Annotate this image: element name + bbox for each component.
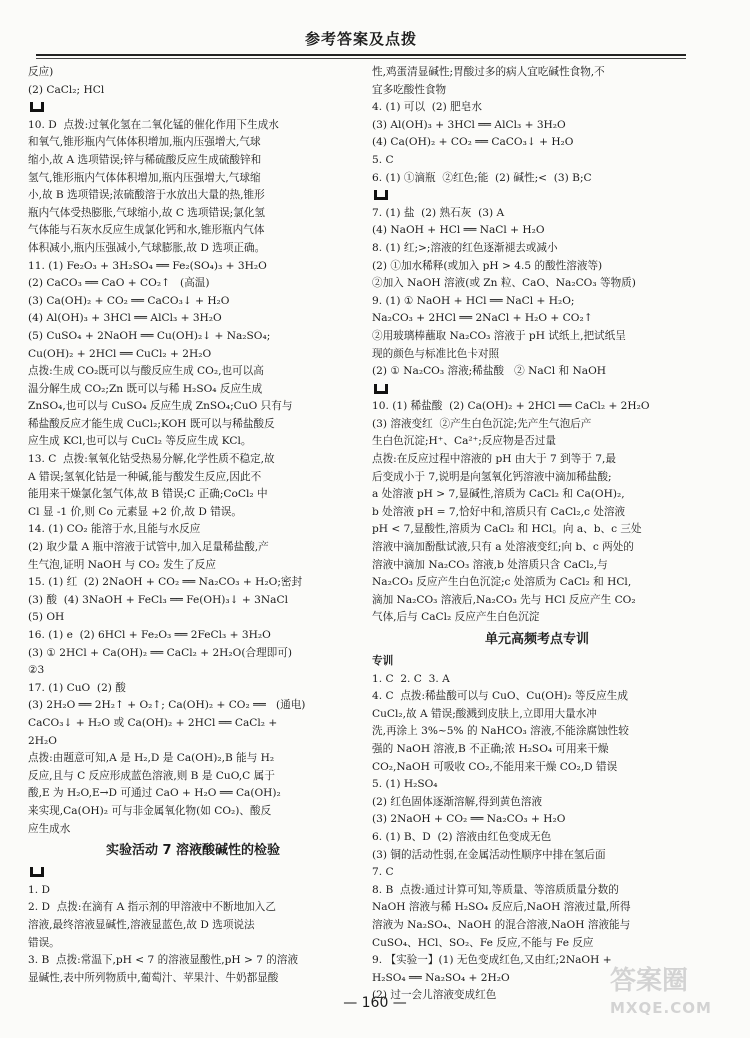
answer-line: 反应,且与 C 反应形成蓝色溶液,则 B 是 CuO,C 属于 xyxy=(28,769,275,782)
answer-line: 酸,E 为 H₂O,E→D 可通过 CaO + H₂O ══ Ca(OH)₂ xyxy=(28,787,281,800)
answer-line: 应生成水 xyxy=(28,822,71,835)
answer-line: 10. D 点拨:过氧化氢在二氧化锰的催化作用下生成水 xyxy=(28,118,279,131)
answer-line: 15. (1) 红 (2) 2NaOH + CO₂ ══ Na₂CO₃ + H₂O;密封 xyxy=(28,576,303,589)
answer-line: pH < 7,显酸性,溶质为 CaCl₂ 和 HCl。向 a、b、c 三处 xyxy=(372,523,642,536)
answer-line: 1. D xyxy=(28,883,50,896)
answer-line: 13. C 点拨:氧氧化钴受热易分解,化学性质不稳定,故 xyxy=(28,453,275,466)
answer-line: 滴加 Na₂CO₃ 溶液后,Na₂CO₃ 先与 HCl 反应产生 CO₂ xyxy=(372,593,636,606)
answer-line: 能用来干燥氯化氢气体,故 B 错误;C 正确;CoCl₂ 中 xyxy=(28,488,268,501)
answer-line: 强的 NaOH 溶液,B 不正确;浓 H₂SO₄ 可用来干燥 xyxy=(372,742,609,755)
section-title: 单元高频考点专训 xyxy=(484,632,589,647)
section-title: 实验活动 7 溶液酸碱性的检验 xyxy=(105,843,281,859)
answer-line: (3) Ca(OH)₂ + CO₂ ══ CaCO₃↓ + H₂O xyxy=(28,294,230,307)
answer-line: CO₂,NaOH 可吸收 CO₂,不能用来干燥 CO₂,D 错误 xyxy=(372,760,618,773)
answer-line: 4. C 点拨:稀盐酸可以与 CuO、Cu(OH)₂ 等反应生成 xyxy=(372,690,628,703)
answer-line: (2) CaCl₂; HCl xyxy=(28,83,105,96)
answer-line: (3) 铜的活动性弱,在金属活动性顺序中排在氢后面 xyxy=(372,848,606,861)
watermark xyxy=(610,964,740,1028)
answer-line: 4. (1) 可以 (2) 肥皂水 xyxy=(372,101,482,114)
answer-line: 1. C 2. C 3. A xyxy=(372,672,450,685)
answer-line: (3) Al(OH)₃ + 3HCl ══ AlCl₃ + 3H₂O xyxy=(372,118,566,131)
answer-line: Na₂CO₃ + 2HCl ══ 2NaCl + H₂O + CO₂↑ xyxy=(372,312,593,325)
answer-line: Na₂CO₃ 反应产生白色沉淀;c 处溶质为 CaCl₂ 和 HCl, xyxy=(372,576,632,589)
answer-line: Cl 显 -1 价,则 Co 元素显 +2 价,故 D 错误。 xyxy=(28,505,242,518)
answer-line: ZnSO₄,也可以与 CuSO₄ 反应生成 ZnSO₄;CuO 只有与 xyxy=(28,400,293,413)
header-rule xyxy=(36,58,686,59)
answer-line: 7. (1) 盐 (2) 熟石灰 (3) A xyxy=(372,206,505,219)
answer-line: 后变成小于 7,说明是向氢氧化钙溶液中滴加稀盐酸; xyxy=(372,470,612,483)
watermark-url: MXQE.COM xyxy=(610,999,712,1017)
answer-line: 现的颜色与标准比色卡对照 xyxy=(372,347,500,360)
answer-line: CaCO₃↓ + H₂O 或 Ca(OH)₂ + 2HCl ══ CaCl₂ + xyxy=(28,716,278,729)
answer-line: 8. B 点拨:通过计算可知,等质量、等溶质质量分数的 xyxy=(372,883,619,896)
answer-line: 溶液为 Na₂SO₄、NaOH 的混合溶液,NaOH 溶液能与 xyxy=(372,918,631,931)
answer-line: 10. (1) 稀盐酸 (2) Ca(OH)₂ + 2HCl ══ CaCl₂ + 2H₂O xyxy=(372,400,650,413)
answer-line: (3) ① 2HCl + Ca(OH)₂ ══ CaCl₂ + 2H₂O(合理即可) xyxy=(28,646,292,659)
answer-line: 5. (1) H₂SO₄ xyxy=(372,778,438,791)
answer-line: (3) 酸 (4) 3NaOH + FeCl₃ ══ Fe(OH)₃↓ + 3NaCl xyxy=(28,593,288,606)
answer-line: b 处溶液 pH = 7,恰好中和,溶质只有 CaCl₂,c 处溶液 xyxy=(372,505,626,518)
answer-line: (3) 2H₂O ══ 2H₂↑ + O₂↑; Ca(OH)₂ + CO₂ ══ (通电) xyxy=(28,699,306,712)
answer-line: 17. (1) CuO (2) 酸 xyxy=(28,681,126,694)
level-mark-icon xyxy=(30,102,44,112)
answer-line: 11. (1) Fe₂O₃ + 3H₂SO₄ ══ Fe₂(SO₄)₃ + 3H₂O xyxy=(28,259,267,272)
level-mark-icon xyxy=(374,384,388,394)
answer-line: H₂SO₄ ══ Na₂SO₄ + 2H₂O xyxy=(372,971,510,984)
answer-line: 溶液,最终溶液显碱性,溶液显蓝色,故 D 选项说法 xyxy=(28,918,255,931)
answer-line: (2) 红色固体逐渐溶解,得到黄色溶液 xyxy=(372,795,543,808)
answer-line: (5) CuSO₄ + 2NaOH ══ Cu(OH)₂↓ + Na₂SO₄; xyxy=(28,329,271,342)
answer-line: (3) 溶液变红 ②产生白色沉淀;先产生气泡后产 xyxy=(372,417,592,430)
answer-line: 8. (1) 红;>;溶液的红色逐渐褪去或减小 xyxy=(372,241,558,254)
answer-line: 性,鸡蛋清显碱性;胃酸过多的病人宜吃碱性食物,不 xyxy=(372,66,605,78)
answer-line: CuSO₄、HCl、SO₂、Fe 反应,不能与 Fe 反应 xyxy=(372,936,594,949)
answer-line: 6. (1) B、D (2) 溶液由红色变成无色 xyxy=(372,830,552,843)
answer-line: 14. (1) CO₂ 能溶于水,且能与水反应 xyxy=(28,523,201,536)
level-mark xyxy=(28,99,358,117)
answer-line: (3) 2NaOH + CO₂ ══ Na₂CO₃ + H₂O xyxy=(372,813,566,826)
answer-line: 溶液中滴加 Na₂CO₃ 溶液,b 处溶质只含 CaCl₂,与 xyxy=(372,558,608,571)
answer-line: a 处溶液 pH > 7,显碱性,溶质为 CaCl₂ 和 Ca(OH)₂, xyxy=(372,488,625,501)
answer-line: 瓶内气体受热膨胀,气球缩小,故 C 选项错误;氯化氢 xyxy=(28,206,266,219)
subsection-label: 专训 xyxy=(372,655,394,667)
right-column xyxy=(372,64,702,1005)
answer-line: 16. (1) e (2) 6HCl + Fe₂O₃ ══ 2FeCl₃ + 3H₂O xyxy=(28,629,271,641)
answer-line: 宜多吃酸性食物 xyxy=(372,83,447,96)
answer-line: 小,故 B 选项错误;浓硫酸溶于水放出大量的热,锥形 xyxy=(28,189,265,202)
answer-line: 9. (1) ① NaOH + HCl ══ NaCl + H₂O; xyxy=(372,294,575,307)
answer-line: ②3 xyxy=(28,664,45,677)
answer-line: 洗,再涂上 3%~5% 的 NaHCO₃ 溶液,不能涂腐蚀性较 xyxy=(372,725,629,738)
answer-line: (2) 取少量 A 瓶中溶液于试管中,加入足量稀盐酸,产 xyxy=(28,541,269,554)
answer-line: 气体,后与 CaCl₂ 反应产生白色沉淀 xyxy=(372,611,540,624)
page-header xyxy=(36,28,686,56)
answer-line: 氢气,锥形瓶内气体体积增加,瓶内压强增大,气球缩 xyxy=(28,171,261,184)
answer-line: 2. D 点拨:在滴有 A 指示剂的甲溶液中不断地加入乙 xyxy=(28,901,276,914)
answer-line: 5. C xyxy=(372,153,394,166)
answer-line: ②用玻璃棒蘸取 Na₂CO₃ 溶液于 pH 试纸上,把试纸呈 xyxy=(372,329,626,342)
answer-line: 3. B 点拨:常温下,pH < 7 的溶液显酸性,pH > 7 的溶液 xyxy=(28,954,299,967)
answer-line: (4) Al(OH)₃ + 3HCl ══ AlCl₃ + 3H₂O xyxy=(28,312,222,325)
level-mark xyxy=(28,864,358,882)
page-number: — 160 — xyxy=(343,995,407,1011)
answer-line: 溶液中滴加酚酞试液,只有 a 处溶液变红;向 b、c 两处的 xyxy=(372,541,634,554)
level-mark xyxy=(372,187,702,205)
answer-line: ②加入 NaOH 溶液(或 Zn 粒、CaO、Na₂CO₃ 等物质) xyxy=(372,277,636,290)
answer-line: 应生成 KCl,也可以与 CuCl₂ 等反应生成 KCl。 xyxy=(28,435,252,448)
answer-line: 错误。 xyxy=(28,936,60,949)
answer-line: 7. C xyxy=(372,866,394,879)
answer-line: 缩小,故 A 选项错误;锌与稀硫酸反应生成硫酸锌和 xyxy=(28,153,262,166)
answer-line: 温分解生成 CO₂;Zn 既可以与稀 H₂SO₄ 反应生成 xyxy=(28,382,263,395)
answer-line: 生白色沉淀;H⁺、Ca²⁺;反应物是否过量 xyxy=(372,435,556,448)
answer-line: 点拨:生成 CO₂既可以与酸反应生成 CO₂,也可以高 xyxy=(28,365,264,378)
answer-line: 6. (1) ①滴瓶 ②红色;能 (2) 碱性;< (3) B;C xyxy=(372,171,592,184)
answer-line: (5) OH xyxy=(28,611,65,624)
answer-line: Cu(OH)₂ + 2HCl ══ CuCl₂ + 2H₂O xyxy=(28,347,212,360)
answer-line: 和氧气,锥形瓶内气体体积增加,瓶内压强增大,气球 xyxy=(28,136,261,149)
answer-line: 体积减小,瓶内压强减小,气球膨胀,故 D 选项正确。 xyxy=(28,241,266,254)
level-mark xyxy=(372,381,702,399)
answer-line: NaOH 溶液与稀 H₂SO₄ 反应后,NaOH 溶液过量,所得 xyxy=(372,901,631,914)
answer-line: (4) NaOH + HCl ══ NaCl + H₂O xyxy=(372,224,545,237)
answer-line: CuCl₂,故 A 错误;酸溅到皮肤上,立即用大量水冲 xyxy=(372,707,597,720)
watermark-logo-text: 答案圈 xyxy=(610,966,689,996)
answer-line: A 错误;氢氧化钴是一种碱,能与酸发生反应,因此不 xyxy=(28,470,262,483)
answer-line: 生气泡,证明 NaOH 与 CO₂ 发生了反应 xyxy=(28,558,216,571)
answer-line: 显碱性,表中所列物质中,葡萄汁、苹果汁、牛奶都显酸 xyxy=(28,971,279,984)
answer-line: 气体能与石灰水反应生成氯化钙和水,锥形瓶内气体 xyxy=(28,224,265,237)
answer-line: (2) CaCO₃ ══ CaO + CO₂↑ (高温) xyxy=(28,277,210,290)
level-mark-icon xyxy=(30,867,44,877)
answer-line: 稀盐酸反应才能生成 CuCl₂;KOH 既可以与稀盐酸反 xyxy=(28,417,275,430)
left-column xyxy=(28,64,358,987)
answer-line: 点拨:在反应过程中溶液的 pH 由大于 7 到等于 7,最 xyxy=(372,453,616,466)
answer-line: (4) Ca(OH)₂ + CO₂ ══ CaCO₃↓ + H₂O xyxy=(372,136,574,149)
answer-line: 2H₂O xyxy=(28,734,57,747)
answer-line: 反应) xyxy=(28,66,54,78)
answer-line: (2) ①加水稀释(或加入 pH > 4.5 的酸性溶液等) xyxy=(372,259,603,272)
answer-line: 9. 【实验一】(1) 无色变成红色,又由红;2NaOH + xyxy=(372,954,612,967)
answer-line: (2) 过一会儿溶液变成红色 xyxy=(372,989,497,1002)
answer-line: (2) ① Na₂CO₃ 溶液;稀盐酸 ② NaCl 和 NaOH xyxy=(372,365,606,378)
answer-line: 点拨:由题意可知,A 是 H₂,D 是 Ca(OH)₂,B 能与 H₂ xyxy=(28,752,275,765)
page-header-title: 参考答案及点拨 xyxy=(304,30,417,48)
answer-line: 来实现,Ca(OH)₂ 可与非金属氧化物(如 CO₂)、酸反 xyxy=(28,804,272,817)
level-mark-icon xyxy=(374,190,388,200)
